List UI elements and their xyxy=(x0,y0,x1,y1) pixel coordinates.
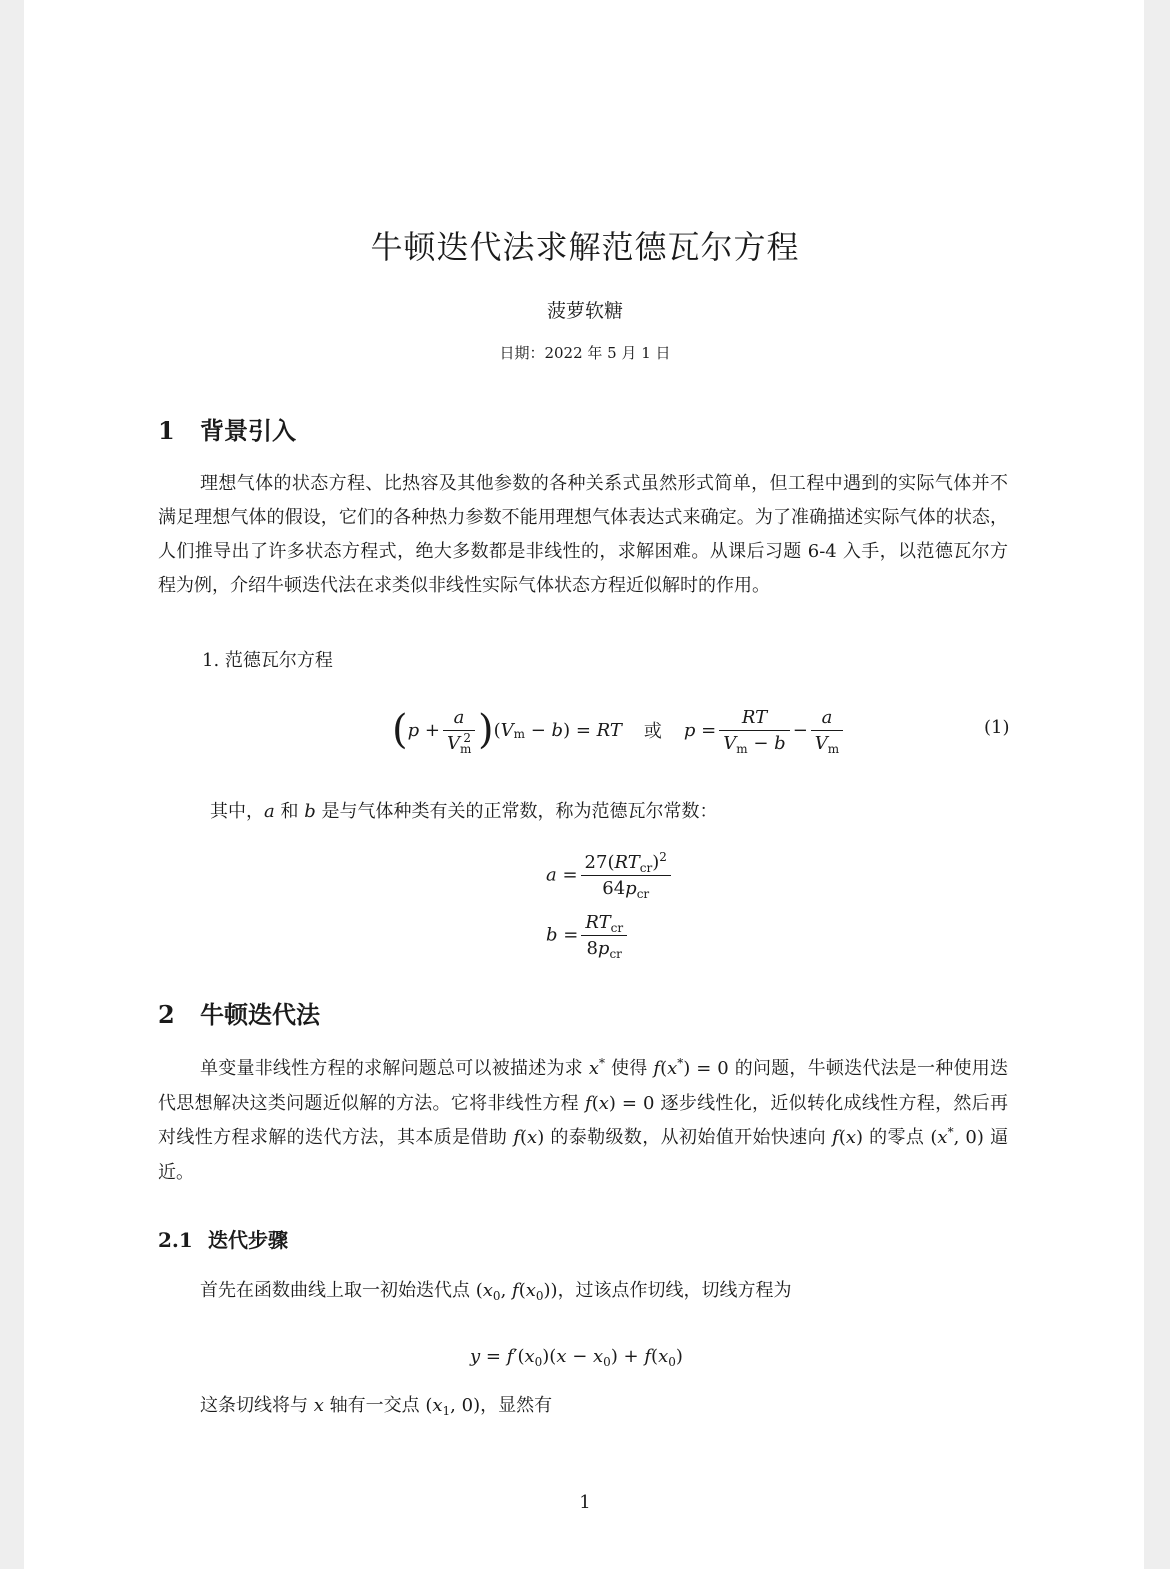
equation-tangent: $y = f'(x_0)(x - x_0) + f(x_0)$ xyxy=(470,1346,683,1369)
section-heading-2 xyxy=(158,995,320,1030)
equation-vdw: ( p + $\frac{a}{V_m^2}$ ) ( V m − b ) = RT 或 p = $\frac{RT}{V_m - b}$ − $\frac{a}{V_m}$ xyxy=(392,700,832,760)
equation-b: b = $\frac{RT_{cr}}{8p_{cr}}$ xyxy=(546,912,630,959)
author-name: 菠萝软糖 xyxy=(546,300,623,322)
subsection-title: 迭代步骤 xyxy=(208,1228,288,1252)
section-number: 2 xyxy=(158,1000,175,1029)
page-number: 1 xyxy=(579,1492,591,1513)
section-title: 背景引入 xyxy=(200,417,296,445)
equation-a: a = $\frac{27(RT_{cr})^2}{64p_{cr}}$ xyxy=(546,852,674,899)
constants-intro: 其中，a 和 b 是与气体种类有关的正常数，称为范德瓦尔常数： xyxy=(210,801,718,822)
section-heading-1 xyxy=(158,411,296,446)
eq-or: 或 xyxy=(643,721,662,742)
subsection-heading-2-1 xyxy=(158,1224,288,1253)
section-title: 牛顿迭代法 xyxy=(200,1001,320,1029)
section-number: 1 xyxy=(158,416,175,445)
paper-title: 牛顿迭代法求解范德瓦尔方程 xyxy=(370,228,800,266)
section1-paragraph: 理想气体的状态方程、比热容及其他参数的各种关系式虽然形式简单，但工程中遇到的实际气体并不满足理想气体的假设，它们的各种热力参数不能用理想气体表达式来确定。为了准确描述实际气体的状态，人们推导出了许多状态方程式，绝大多数都是非线性的，求解困难。从课后习题 6-4 入手，以范德瓦尔方程为例，介绍牛顿迭代法在求类似非线性实际气体状态方程近似解时的作用。 xyxy=(158,473,1008,596)
section2-paragraph: 单变量非线性方程的求解问题总可以被描述为求 x* 使得 f(x*) = 0 的问题，牛顿迭代法是一种使用迭代思想解决这类问题近似解的方法。它将非线性方程 f(x) = 0 逐步线性化，近似转化成线性方程，然后再对线性方程求解的迭代方法，其本质是借助 f(x) 的泰勒级数，从初始值开始快速向 f(x) 的零点 (x*, 0) 逼近。 xyxy=(158,1056,1008,1183)
intersection-text: 这条切线将与 x 轴有一交点 ($x_1$, 0)，显然有 xyxy=(200,1395,553,1418)
list-item-vdw: 1. 范德瓦尔方程 xyxy=(202,650,333,671)
iteration-step-text: 首先在函数曲线上取一初始迭代点 ($x_0$, $f(x_0)$)，过该点作切线，切线方程为 xyxy=(200,1280,792,1303)
paper-date: 日期：2022 年 5 月 1 日 xyxy=(499,344,671,362)
equation-number: (1) xyxy=(984,717,1010,738)
subsection-number: 2.1 xyxy=(158,1228,193,1252)
